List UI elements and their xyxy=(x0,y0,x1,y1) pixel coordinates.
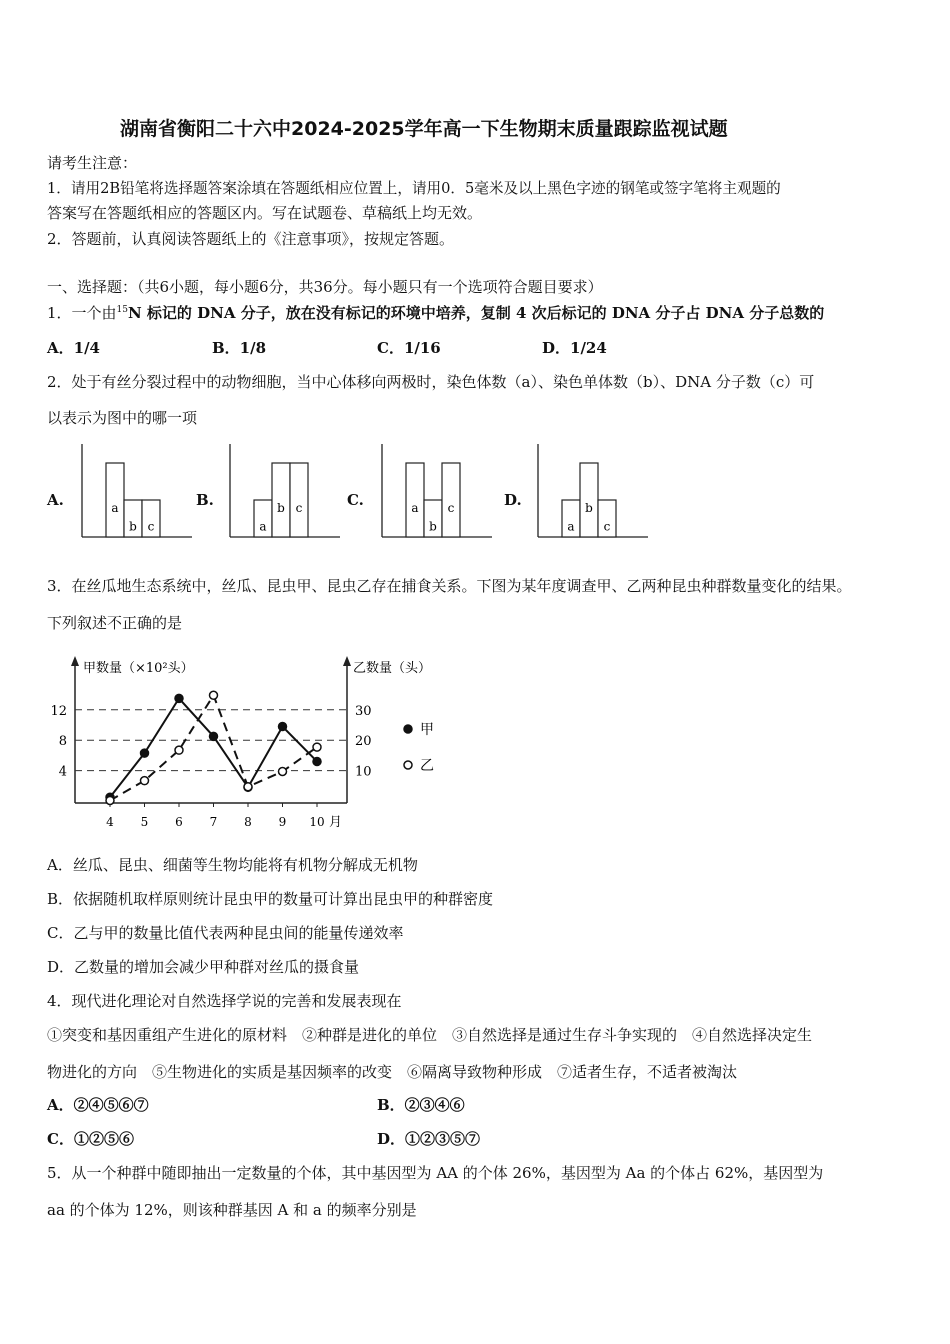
left-axis-label: 甲数量（×10²头） xyxy=(83,661,194,676)
chart-B-bar-label-b: b xyxy=(277,501,285,515)
question-5-line-1: 5．从一个种群中随即抽出一定数量的个体，其中基因型为 AA 的个体 26%，基因型为 Aa 的个体占 62%，基因型为 xyxy=(47,1164,824,1182)
q3-option-b: B．依据随机取样原则统计昆虫甲的数量可计算出昆虫甲的种群密度 xyxy=(47,890,494,908)
right-tick-label: 10 xyxy=(355,764,372,780)
q1-option-c: C．1/16 xyxy=(377,339,441,357)
left-tick-label: 12 xyxy=(50,703,67,719)
q3-option-c: C．乙与甲的数量比值代表两种昆虫间的能量传递效率 xyxy=(47,924,404,942)
q2-option-a: A. xyxy=(47,491,64,509)
left-axis-arrow xyxy=(71,656,79,666)
chart-C-bar-label-c: c xyxy=(447,501,455,515)
q2-option-b: B. xyxy=(196,491,214,509)
page-title: 湖南省衡阳二十六中2024-2025学年高一下生物期末质量跟踪监视试题 xyxy=(120,118,728,140)
legend-label-甲: 甲 xyxy=(420,722,434,738)
question-4-items-2: 物进化的方向 ⑤生物进化的实质是基因频率的改变 ⑥隔离导致物种形成 ⑦适者生存，不适者被淘汰 xyxy=(47,1063,738,1081)
series-point-甲 xyxy=(313,757,321,765)
right-axis-label: 乙数量（头） xyxy=(353,661,432,676)
question-1-stem: 1．一个由$^{15}$N 标记的 DNA 分子，放在没有标记的环境中培养，复制 4 次后标记的 DNA 分子占 DNA 分子总数的 xyxy=(47,304,825,322)
q3-line-chart xyxy=(40,648,500,838)
q2-option-d: D. xyxy=(504,491,522,509)
q4-option-b: B．②③④⑥ xyxy=(377,1096,465,1114)
series-point-甲 xyxy=(175,694,183,702)
chart-B-bar-label-c: c xyxy=(295,501,303,515)
series-point-乙 xyxy=(210,691,218,699)
x-tick-label: 9 xyxy=(278,815,287,829)
right-axis-arrow xyxy=(343,656,351,666)
series-point-甲 xyxy=(210,732,218,740)
series-point-乙 xyxy=(313,743,321,751)
series-point-乙 xyxy=(106,796,114,804)
notice-line-1: 1．请用2B铅笔将选择题答案涂填在答题纸相应位置上，请用0．5毫米及以上黑色字迹的钢笔或签字笔将主观题的 xyxy=(47,180,781,197)
x-tick-label: 8 xyxy=(244,815,252,829)
question-3-line-2: 下列叙述不正确的是 xyxy=(47,614,183,632)
chart-D-bar-label-b: b xyxy=(585,501,593,515)
chart-D-bar-label-c: c xyxy=(603,519,611,534)
chart-C-bar-c xyxy=(442,463,460,537)
legend-marker-乙 xyxy=(404,761,412,769)
chart-C-bar-label-a: a xyxy=(411,501,419,515)
notice-line-3: 2．答题前，认真阅读答题纸上的《注意事项》，按规定答题。 xyxy=(47,230,455,248)
notice-heading: 请考生注意： xyxy=(47,154,138,172)
left-tick-label: 4 xyxy=(58,764,67,780)
x-tick-label: 7 xyxy=(209,815,218,829)
right-tick-label: 30 xyxy=(355,703,372,719)
series-point-甲 xyxy=(279,723,287,731)
q4-option-c: C．①②⑤⑥ xyxy=(47,1130,134,1148)
legend-label-乙: 乙 xyxy=(420,758,434,774)
question-5-line-2: aa 的个体为 12%，则该种群基因 A 和 a 的频率分别是 xyxy=(47,1201,417,1219)
section-heading: 一、选择题：（共6小题，每小题6分，共36分。每小题只有一个选项符合题目要求） xyxy=(47,278,603,296)
notice-line-2: 答案写在答题纸相应的答题区内。写在试题卷、草稿纸上均无效。 xyxy=(47,204,483,222)
q3-option-a: A．丝瓜、昆虫、细菌等生物均能将有机物分解成无机物 xyxy=(47,856,418,874)
chart-D-bar-label-a: a xyxy=(567,519,575,534)
chart-C-bar-label-b: b xyxy=(429,519,437,534)
q1-option-d: D．1/24 xyxy=(542,339,607,357)
x-tick-label: 6 xyxy=(175,815,183,829)
series-point-乙 xyxy=(279,768,287,776)
question-2-line-1: 2．处于有丝分裂过程中的动物细胞，当中心体移向两极时，染色体数（a）、染色单体数（b）、DNA 分子数（c）可 xyxy=(47,373,815,391)
q4-option-a: A．②④⑤⑥⑦ xyxy=(47,1096,149,1114)
question-3-line-1: 3．在丝瓜地生态系统中，丝瓜、昆虫甲、昆虫乙存在捕食关系。下图为某年度调查甲、乙两种昆虫种群数量变化的结果。 xyxy=(47,577,852,595)
question-4-items-1: ①突变和基因重组产生进化的原材料 ②种群是进化的单位 ③自然选择是通过生存斗争实现的 ④自然选择决定生 xyxy=(47,1026,813,1044)
chart-A-bar-label-a: a xyxy=(111,501,119,515)
q1-option-a: A．1/4 xyxy=(47,339,100,357)
x-tick-label: 10 xyxy=(309,815,325,829)
chart-A-bar-label-b: b xyxy=(129,519,137,534)
series-point-乙 xyxy=(141,777,149,785)
x-tick-label: 4 xyxy=(106,815,114,829)
series-point-乙 xyxy=(244,783,252,791)
x-tick-label: 5 xyxy=(140,815,149,829)
q2-bar-charts xyxy=(0,440,950,550)
chart-A-bar-a xyxy=(106,463,124,537)
q3-option-d: D．乙数量的增加会减少甲种群对丝瓜的摄食量 xyxy=(47,958,360,976)
chart-A-bar-label-c: c xyxy=(147,519,155,534)
q2-option-c: C. xyxy=(347,491,364,509)
question-2-line-2: 以表示为图中的哪一项 xyxy=(47,409,198,427)
question-4-stem: 4．现代进化理论对自然选择学说的完善和发展表现在 xyxy=(47,992,402,1010)
right-tick-label: 20 xyxy=(355,734,372,750)
x-axis-label: 月 xyxy=(329,815,343,830)
chart-D-bar-b xyxy=(580,463,598,537)
series-point-甲 xyxy=(141,749,149,757)
q4-option-d: D．①②③⑤⑦ xyxy=(377,1130,481,1148)
left-tick-label: 8 xyxy=(58,734,67,750)
series-point-乙 xyxy=(175,746,183,754)
chart-B-bar-label-a: a xyxy=(259,519,267,534)
legend-marker-甲 xyxy=(404,725,412,733)
q1-option-b: B．1/8 xyxy=(212,339,267,357)
chart-B-bar-b xyxy=(272,463,290,537)
chart-B-bar-c xyxy=(290,463,308,537)
chart-C-bar-a xyxy=(406,463,424,537)
series-line-乙 xyxy=(110,695,317,800)
